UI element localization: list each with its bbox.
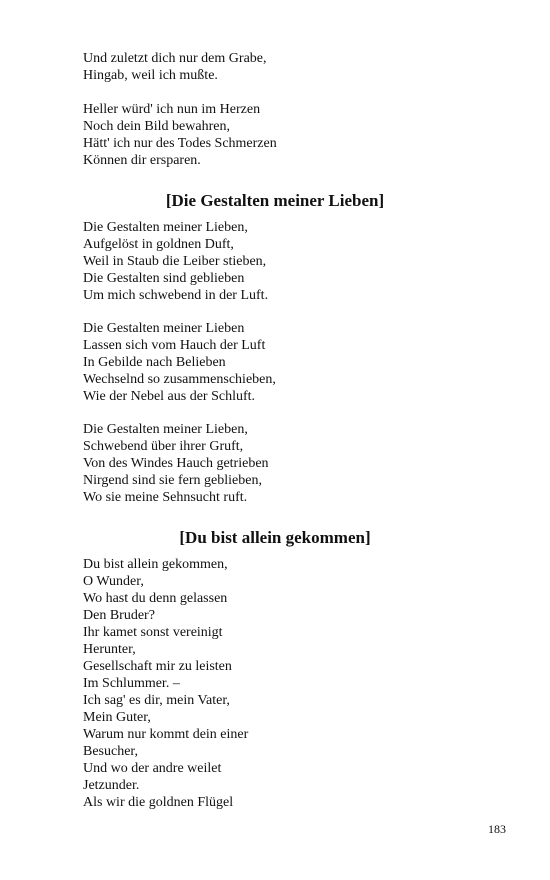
verse-line: Schwebend über ihrer Gruft, xyxy=(83,439,244,454)
verse-line: Den Bruder? xyxy=(83,608,155,623)
verse-line: Gesellschaft mir zu leisten xyxy=(83,659,232,674)
verse-line: Wo sie meine Sehnsucht ruft. xyxy=(83,490,248,505)
verse-line: Wie der Nebel aus der Schluft. xyxy=(83,389,256,404)
verse-line: Als wir die goldnen Flügel xyxy=(83,795,234,810)
verse-line: Ich sag' es dir, mein Vater, xyxy=(83,693,230,708)
verse-line: Und zuletzt dich nur dem Grabe, xyxy=(83,51,267,66)
stanza-poem1-2 xyxy=(83,320,463,405)
poem-title: [Die Gestalten meiner Lieben] xyxy=(165,191,385,210)
verse-line: Mein Guter, xyxy=(83,710,151,725)
verse-line: O Wunder, xyxy=(83,574,144,589)
stanza-poem1-1 xyxy=(83,219,463,304)
verse-line: Die Gestalten meiner Lieben, xyxy=(83,422,248,437)
verse-line: Wo hast du denn gelassen xyxy=(83,591,228,606)
page-number: 183 xyxy=(488,822,506,836)
verse-line: Im Schlummer. – xyxy=(83,676,180,691)
verse-line: Wechselnd so zusammenschieben, xyxy=(83,372,276,387)
verse-line: Um mich schwebend in der Luft. xyxy=(83,288,269,303)
verse-line: In Gebilde nach Belieben xyxy=(83,355,226,370)
verse-line: Besucher, xyxy=(83,744,139,759)
verse-line: Warum nur kommt dein einer xyxy=(83,727,249,742)
verse-line: Noch dein Bild bewahren, xyxy=(83,119,230,134)
verse-line: Die Gestalten sind geblieben xyxy=(83,271,245,286)
verse-line: Du bist allein gekommen, xyxy=(83,557,228,572)
stanza-top-2 xyxy=(83,101,463,169)
verse-line: Von des Windes Hauch getrieben xyxy=(83,456,269,471)
verse-line: Hätt' ich nur des Todes Schmerzen xyxy=(83,136,277,151)
verse-line: Heller würd' ich nun im Herzen xyxy=(83,102,261,117)
stanza-top-1 xyxy=(83,50,463,84)
stanza-poem2-1 xyxy=(83,556,463,811)
verse-line: Hingab, weil ich mußte. xyxy=(83,68,218,83)
stanza-poem1-3 xyxy=(83,421,463,506)
poem-title: [Du bist allein gekommen] xyxy=(179,528,371,547)
verse-line: Ihr kamet sonst vereinigt xyxy=(83,625,223,640)
verse-line: Herunter, xyxy=(83,642,136,657)
verse-line: Jetzunder. xyxy=(83,778,140,793)
verse-line: Können dir ersparen. xyxy=(83,153,201,168)
verse-line: Die Gestalten meiner Lieben xyxy=(83,321,245,336)
verse-line: Lassen sich vom Hauch der Luft xyxy=(83,338,266,353)
verse-line: Die Gestalten meiner Lieben, xyxy=(83,220,248,235)
verse-line: Und wo der andre weilet xyxy=(83,761,222,776)
verse-line: Aufgelöst in goldnen Duft, xyxy=(83,237,234,252)
verse-line: Nirgend sind sie fern geblieben, xyxy=(83,473,262,488)
verse-line: Weil in Staub die Leiber stieben, xyxy=(83,254,267,269)
